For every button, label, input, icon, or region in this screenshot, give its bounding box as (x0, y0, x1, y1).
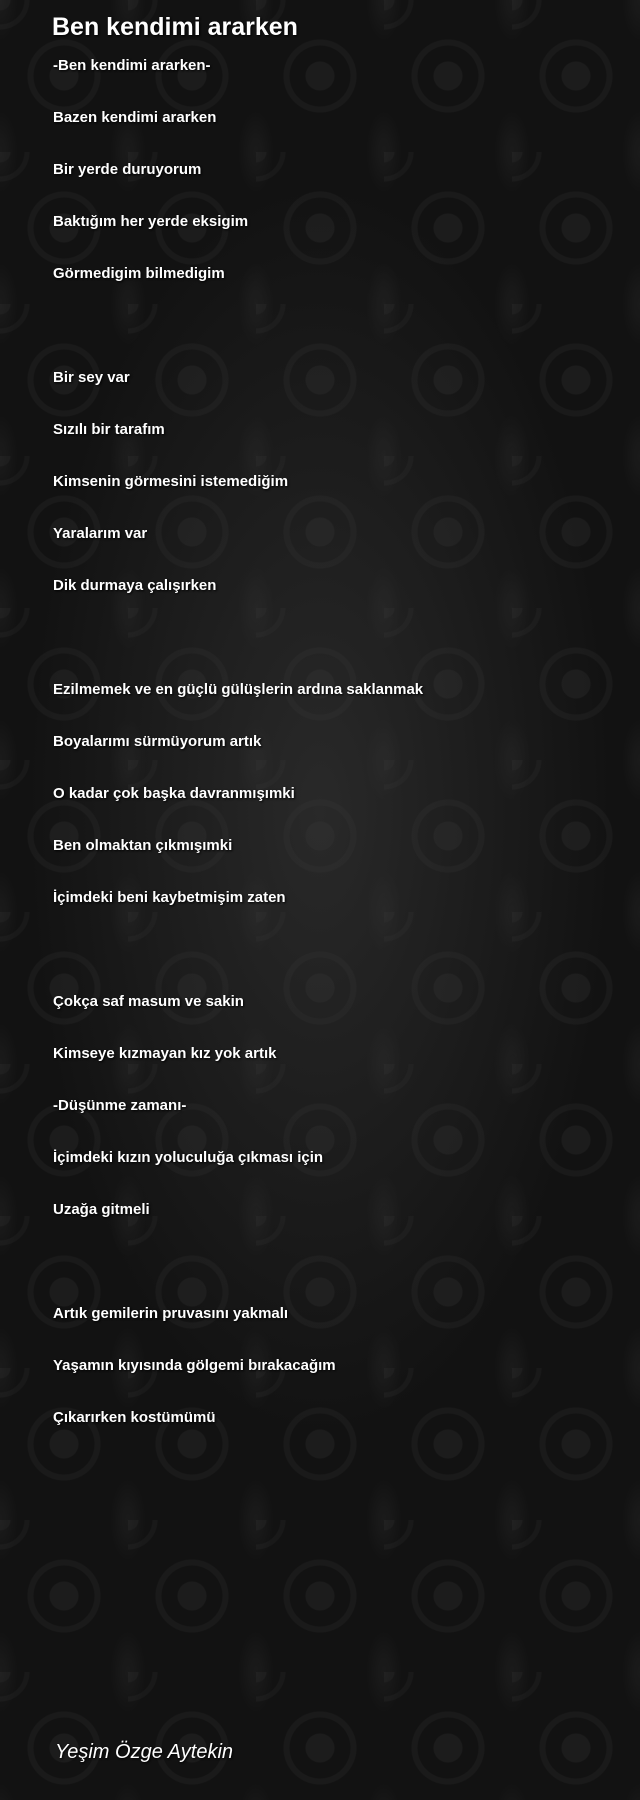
stanza-2 (53, 366, 613, 626)
stanza-3 (53, 678, 613, 938)
poem-title: Ben kendimi ararken (52, 13, 298, 41)
poem-line: -Ben kendimi ararken- (53, 57, 211, 74)
poem-line: Bir sey var (53, 369, 130, 386)
poem-line: Çıkarırken kostümümü (53, 1409, 216, 1426)
stanza-4 (53, 990, 613, 1250)
poem-line: Dik durmaya çalışırken (53, 577, 217, 594)
poem-author: Yeşim Özge Aytekin (55, 1741, 234, 1763)
poem-line: -Düşünme zamanı- (53, 1097, 187, 1114)
poem-line: Sızılı bir tarafım (53, 421, 165, 438)
poem-line: Boyalarımı sürmüyorum artık (53, 733, 262, 750)
poem-line: Çokça saf masum ve sakin (53, 993, 244, 1010)
poem-line: Bir yerde duruyorum (53, 161, 202, 178)
poem-line: Uzağa gitmeli (53, 1201, 150, 1218)
poem-line: Artık gemilerin pruvasını yakmalı (53, 1305, 289, 1322)
poem-line: İçimdeki beni kaybetmişim zaten (53, 889, 286, 906)
poem-line: Kimsenin görmesini istemediğim (53, 473, 289, 490)
poem-line: İçimdeki kızın yoluculuğa çıkması için (53, 1149, 324, 1166)
stanza-5 (53, 1302, 613, 1458)
poem-line: Bazen kendimi ararken (53, 109, 217, 126)
poem-line: Baktığım her yerde eksigim (53, 213, 249, 230)
poem-line: Yaralarım var (53, 525, 148, 542)
poem-line: Görmedigim bilmedigim (53, 265, 225, 282)
poem-line: Kimseye kızmayan kız yok artık (53, 1045, 277, 1062)
poem-line: O kadar çok başka davranmışımki (53, 785, 295, 802)
poem-body (53, 54, 613, 1510)
stanza-1 (53, 54, 613, 314)
poem-line: Ezilmemek ve en güçlü gülüşlerin ardına saklanmak (53, 681, 424, 698)
poem-line: Ben olmaktan çıkmışımki (53, 837, 233, 854)
poem-line: Yaşamın kıyısında gölgemi bırakacağım (53, 1357, 336, 1374)
